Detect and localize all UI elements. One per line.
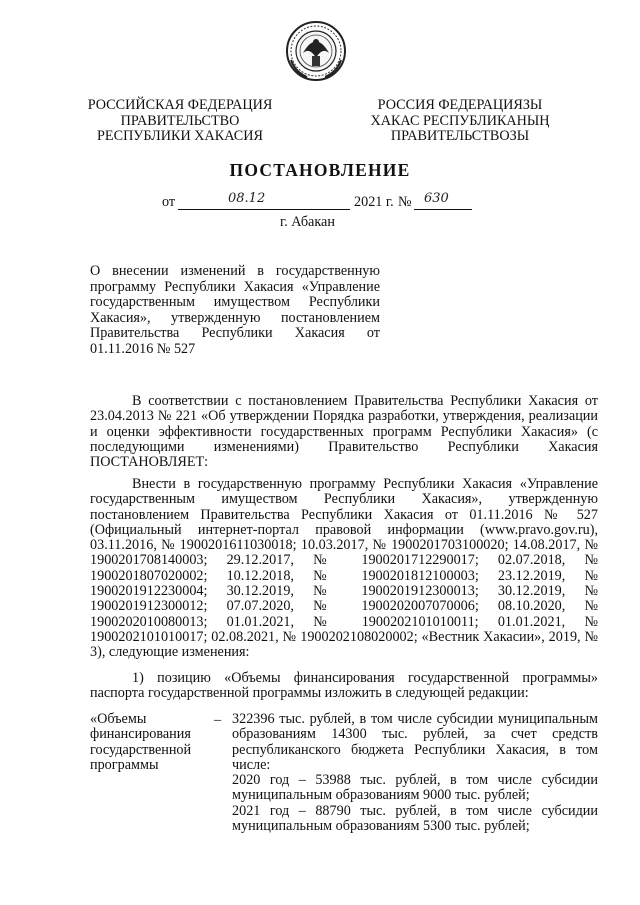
date-handwritten: 08.12 xyxy=(228,191,266,206)
number-label: № xyxy=(398,194,412,210)
item-1-paragraph: 1) позицию «Объемы финансирования государственной программы» паспорта государственной программы изложить в следующей редакции: xyxy=(90,670,598,702)
document-title: ПОСТАНОВЛЕНИЕ xyxy=(229,160,411,180)
header-right xyxy=(360,98,560,145)
header-right-line: ПРАВИТЕЛЬСТВОЗЫ xyxy=(390,128,530,144)
table-right-paragraph: 2021 год – 88790 тыс. рублей, в том числе субсидии муниципальным образованиям 5300 тыс. рублей; xyxy=(232,803,598,835)
city: г. Абакан xyxy=(280,214,335,230)
date-from-label: от xyxy=(162,194,176,210)
header-right-line: РОССИЯ ФЕДЕРАЦИЯЗЫ xyxy=(377,97,543,113)
header-left xyxy=(80,98,280,145)
header-left-line: РЕСПУБЛИКИ ХАКАСИЯ xyxy=(97,128,263,144)
coat-of-arms-icon xyxy=(285,20,347,82)
header-right-line: ХАКАС РЕСПУБЛИКАНЫҢ xyxy=(370,112,550,129)
table-right-paragraph: 2020 год – 53988 тыс. рублей, в том числе субсидии муниципальным образованиям 9000 тыс. рублей; xyxy=(232,772,598,804)
header-left-line: РОССИЙСКАЯ ФЕДЕРАЦИЯ xyxy=(87,97,273,113)
subject: О внесении изменений в государственную программу Республики Хакасия «Управление государственным имуществом Республики Хакасия», утвержденную постановлением Правительства Республики Хакасия от 01.11.2016 № 527 xyxy=(90,263,380,357)
header-left-line: ПРАВИТЕЛЬСТВО xyxy=(120,112,240,129)
table-dash: – xyxy=(214,712,222,728)
table-left-cell: «Объемы финансирования государственной программы xyxy=(90,711,192,773)
year-label: 2021 г. xyxy=(354,194,394,210)
table-right-paragraph: 322396 тыс. рублей, в том числе субсидии муниципальным образованиям 14300 тыс. рублей, за счет средств республиканского бюджета Республики Хакасия, в том числе: xyxy=(232,711,598,773)
number-handwritten: 630 xyxy=(424,191,449,206)
preamble-paragraph: В соответствии с постановлением Правительства Республики Хакасия от 23.04.2013 № 221 «Об утверждении Порядка разработки, утверждения, реализации и оценки эффективности государственных программ Республики Хакасия» (с последующими изменениями) Правительство Республики Хакасия ПОСТАНОВЛЯЕТ: xyxy=(90,393,598,471)
main-paragraph: Внести в государственную программу Республики Хакасия «Управление государственным имуществом Республики Хакасия», утвержденную постановлением Правительства Республики Хакасия от 01.11.2016 № 527 (Официальный интернет-портал правовой информации (www.pravo.gov.ru), 03.11.2016, № 1900201611030018; 10.03.2017, № 1900201703100020; 14.08.2017, № 1900201708140003; 29.12.2017, № 1900201712290017; 02.07.2018, № 1900201807020002; 10.12.2018, № 1900201812100003; 23.12.2019, № 1900201912230004; 30.12.2019, № 1900201912300013; 30.12.2019, № 1900201912300012; 07.07.2020, № 1900202007070006; 08.10.2020, № 1900202010080013; 01.01.2021, № 1900202101010011; 01.01.2021, № 1900202101010017; 02.08.2021, № 1900202108020002; «Вестник Хакасии», 2019, № 3), следующие изменения: xyxy=(90,476,598,661)
